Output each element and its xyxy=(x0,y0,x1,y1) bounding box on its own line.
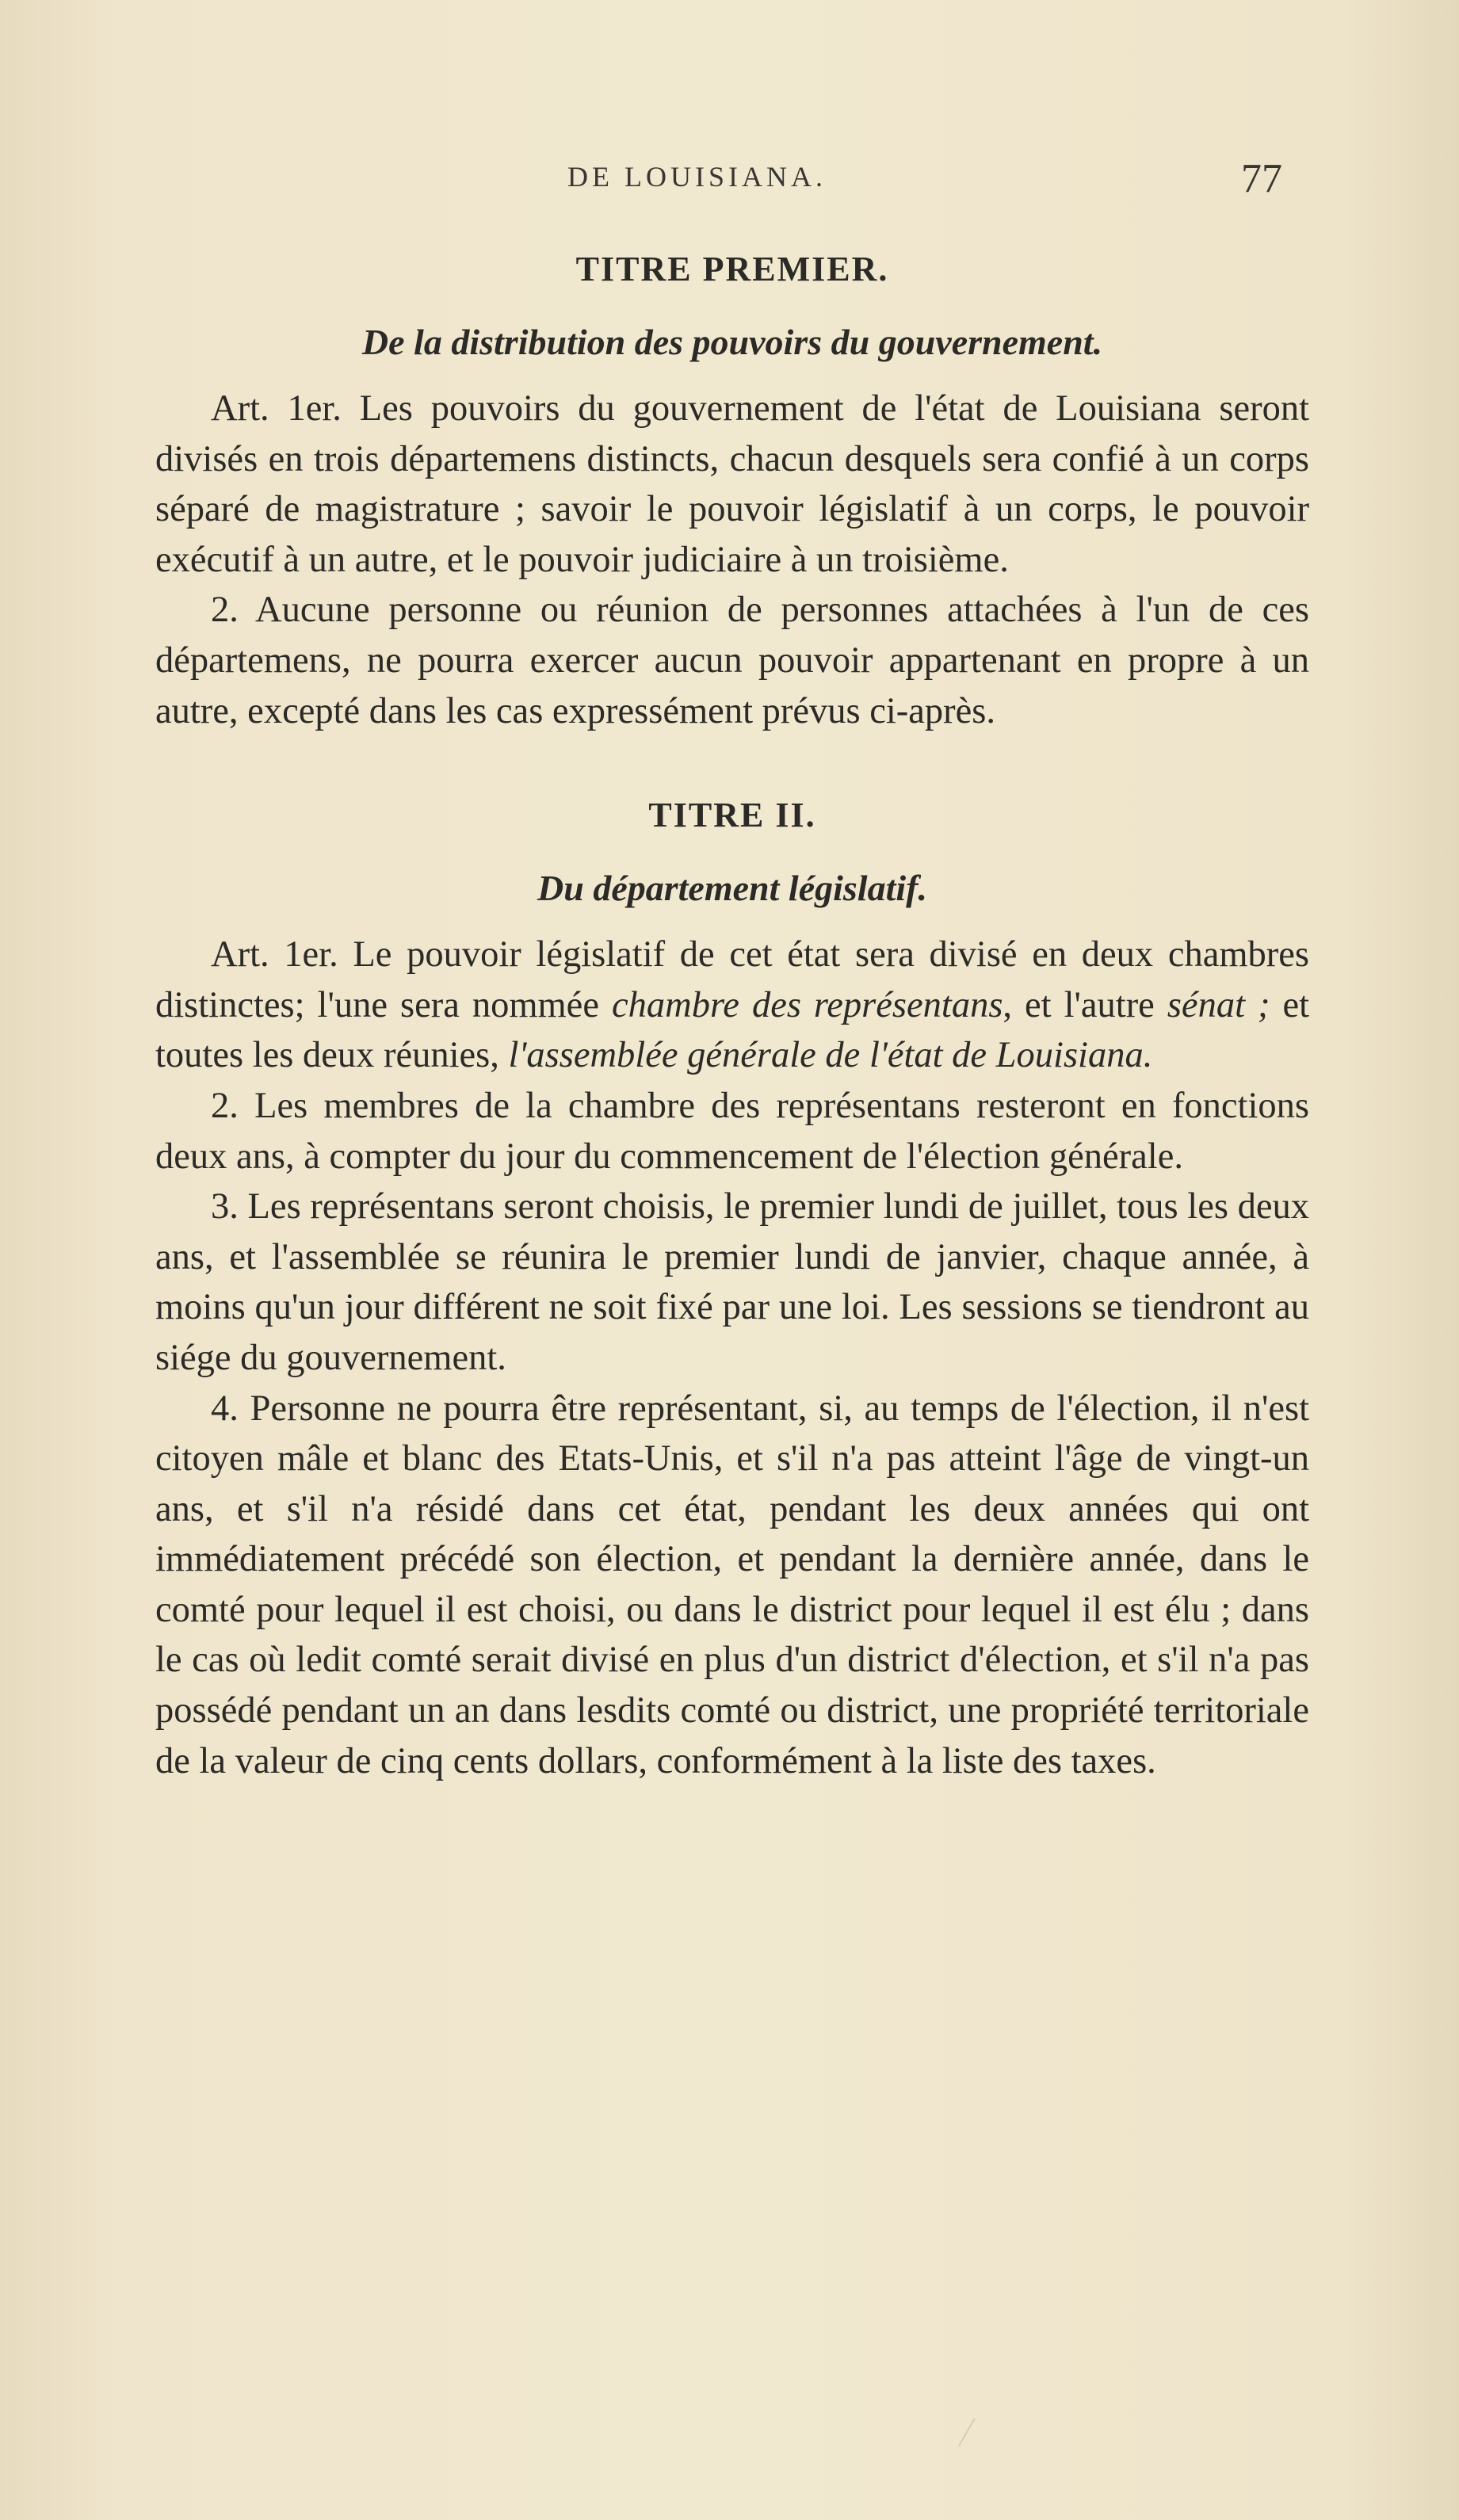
article-text: Aucune personne ou réunion de personnes attachées à l'un de ces départemens, ne pourra exercer aucun pouvoir appartenant en propre à un autre, excepté dans les cas expressément prévus ci-après. xyxy=(155,590,1309,731)
titre-ii-article-2 xyxy=(155,1081,1309,1182)
article-number: 3. xyxy=(211,1186,239,1228)
article-text: Personne ne pourra être représentant, si, au temps de l'élection, il n'est citoyen mâle et blanc des Etats-Unis, et s'il n'a pas atteint l'âge de vingt-un ans, et s'il n'a résidé dans cet état, pendant les deux années qui ont immédiatement précédé son élection, et pendant la dernière année, dans le comté pour lequel il est choisi, ou dans le district pour lequel il est élu ; dans le cas où ledit comté serait divisé en plus d'un district d'élection, et s'il n'a pas possédé pendant un an dans lesdits comté ou district, une propriété territoriale de la valeur de cinq cents dollars, conformément à la liste des taxes. xyxy=(155,1388,1309,1781)
titre-ii-article-3 xyxy=(155,1182,1309,1383)
article-text: et toutes les deux réunies, xyxy=(155,984,1310,1076)
article-number: 2. xyxy=(211,1085,239,1126)
article-number: Art. 1er. xyxy=(211,388,342,429)
page-body xyxy=(155,238,1309,1786)
article-text: Le pouvoir législatif de cet état sera divisé en deux chambres distinctes; l'une sera nommée xyxy=(155,934,1310,1025)
article-emphasis: chambre des représentans xyxy=(611,984,1003,1025)
paper-mark xyxy=(958,2418,976,2446)
running-head xyxy=(0,155,1459,211)
article-text: , et l'autre xyxy=(1003,984,1155,1025)
titre-premier-article-2 xyxy=(155,585,1309,736)
article-text: Les pouvoirs du gouvernement de l'état de Louisiana seront divisés en trois départemens distincts, chacun desquels sera confié à un corps séparé de magistrature ; savoir le pouvoir législatif à un corps, le pouvoir exécutif à un autre, et le pouvoir judiciaire à un troisième. xyxy=(155,388,1310,580)
article-number: 2. xyxy=(211,590,239,631)
article-emphasis: l'assemblée générale de l'état de Louisiana. xyxy=(508,1035,1153,1076)
titre-premier-article-1 xyxy=(155,384,1309,585)
titre-ii-heading: TITRE II. xyxy=(648,796,816,835)
article-text: Les représentans seront choisis, le premier lundi de juillet, tous les deux ans, et l'assemblée se réunira le premier lundi de janvier, chaque année, à moins qu'un jour différent ne soit fixé par une loi. Les sessions se tiendront au siége du gouvernement. xyxy=(155,1186,1309,1378)
titre-ii-article-1 xyxy=(155,930,1309,1081)
article-text: Les membres de la chambre des représentans resteront en fonctions deux ans, à compter du jour du commencement de l'élection générale. xyxy=(155,1085,1309,1177)
titre-premier-subheading: De la distribution des pouvoirs du gouvernement. xyxy=(361,322,1103,362)
page-number: 77 xyxy=(1241,156,1282,201)
running-title: DE LOUISIANA. xyxy=(567,161,827,193)
article-emphasis: sénat ; xyxy=(1167,984,1270,1025)
article-number: Art. 1er. xyxy=(211,934,338,976)
article-number: 4. xyxy=(211,1388,239,1429)
titre-ii-article-4 xyxy=(155,1384,1309,1787)
titre-ii-subheading: Du département législatif. xyxy=(537,868,927,909)
titre-premier-heading: TITRE PREMIER. xyxy=(575,250,889,288)
